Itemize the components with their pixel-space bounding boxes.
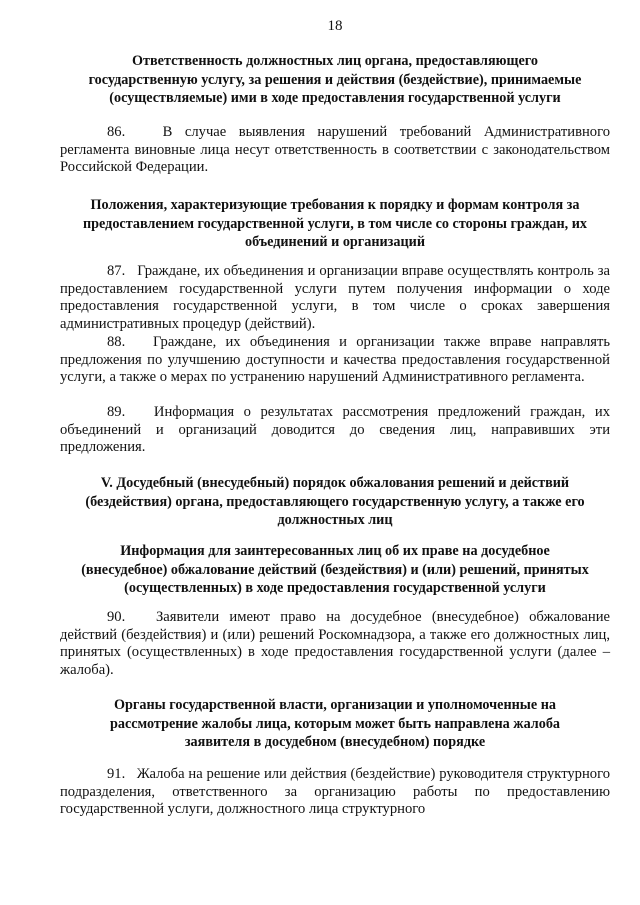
heading-appeal-rights — [60, 542, 610, 598]
heading-line: государственную услугу, за решения и действия (бездействие), принимаемые — [88, 71, 582, 88]
heading-line: заявителя в досудебном (внесудебном) порядке — [184, 734, 486, 750]
heading-line: Положения, характеризующие требования к порядку и формам контроля за — [90, 197, 580, 213]
paragraph-87: 87. Граждане, их объединения и организации вправе осуществлять контроль за предоставлением государственной услуги путем получения информации о ходе предоставления государственной услуги, в том числе о сроках завершения административных процедур (действий). — [60, 263, 610, 333]
heading-line: (осуществляемые) ими в ходе предоставления государственной услуги — [109, 90, 561, 106]
heading-line: объединений и организаций — [244, 234, 426, 250]
heading-line: (осуществленных) в ходе предоставления государственной услуги — [124, 580, 546, 596]
heading-control-requirements — [60, 196, 610, 252]
paragraph-91: 91. Жалоба на решение или действия (бездействие) руководителя структурного подразделения, ответственного за организацию работы по предоставлению государственной услуги, должностного лица структурного — [60, 766, 610, 818]
paragraph-90: 90. Заявители имеют право на досудебное (внесудебное) обжалование действий (бездействия) и (или) решений Роскомнадзора, а также его должностных лиц, принятых (осуществленных) в ходе предоставления государственной услуги (далее – жалоба). — [60, 609, 610, 679]
heading-section-v — [60, 474, 610, 530]
heading-line: V. Досудебный (внесудебный) порядок обжалования решений и действий — [100, 475, 570, 491]
heading-line: (бездействия) органа, предоставляющего государственную услугу, а также его — [85, 493, 585, 510]
heading-officials-responsibility — [60, 52, 610, 108]
heading-line: Ответственность должностных лиц органа, предоставляющего — [132, 53, 538, 69]
page-number: 18 — [327, 18, 343, 34]
paragraph-86: 86. В случае выявления нарушений требований Административного регламента виновные лица несут ответственность в соответствии с законодательством Российской Федерации. — [60, 124, 610, 176]
heading-line: должностных лиц — [277, 512, 393, 528]
heading-line: (внесудебное) обжалование действий (бездействия) и (или) решений, принятых — [81, 561, 589, 578]
paragraph-88: 88. Граждане, их объединения и организации также вправе направлять предложения по улучшению доступности и качества предоставления государственной услуги, а также о мерах по устранению нарушений Административного регламента. — [60, 334, 610, 386]
heading-complaint-bodies — [60, 696, 610, 752]
heading-line: Органы государственной власти, организации и уполномоченные на — [114, 697, 556, 713]
heading-line: предоставлением государственной услуги, в том числе со стороны граждан, их — [82, 215, 588, 232]
heading-line: рассмотрение жалобы лица, которым может быть направлена жалоба — [109, 715, 561, 732]
paragraph-89: 89. Информация о результатах рассмотрения предложений граждан, их объединений и организаций доводится до сведения лиц, направивших эти предложения. — [60, 404, 610, 456]
heading-line: Информация для заинтересованных лиц об их праве на досудебное — [120, 543, 550, 559]
